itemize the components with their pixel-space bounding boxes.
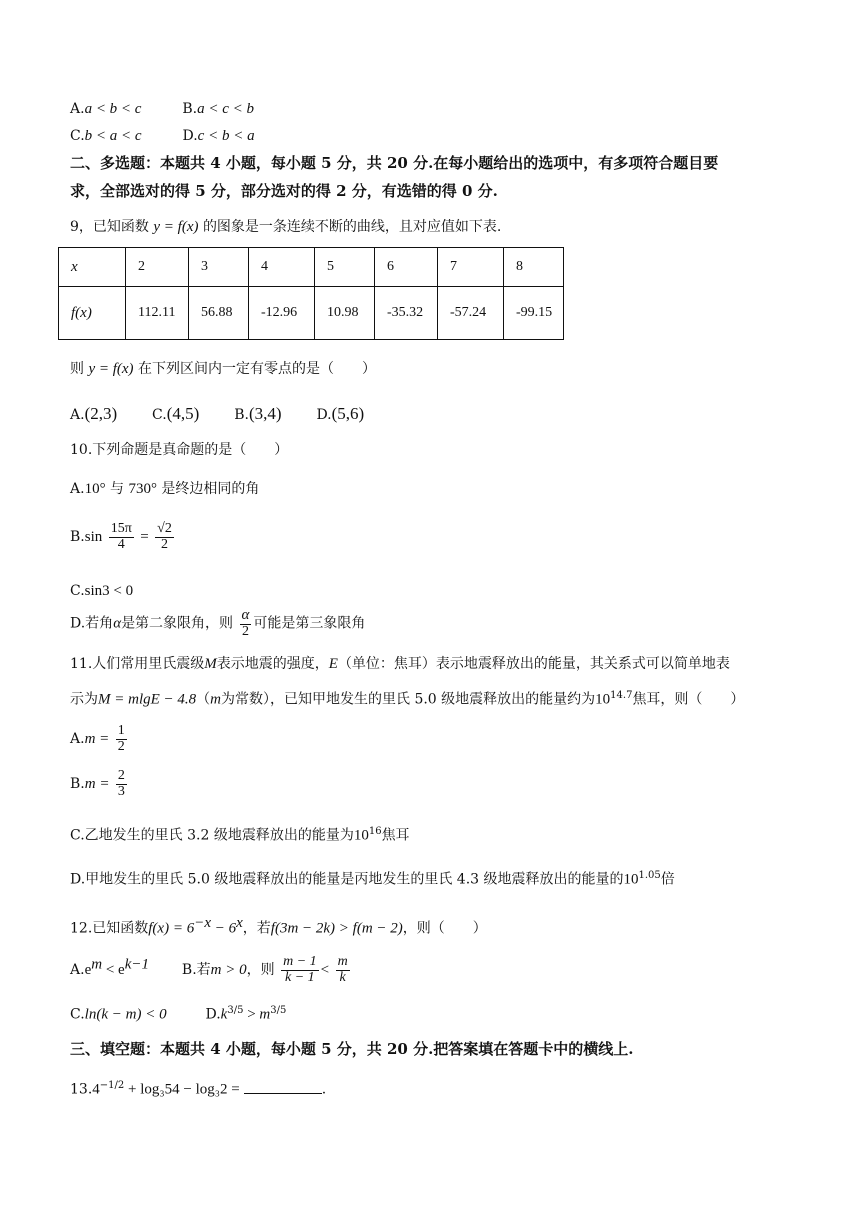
- q12-expr: f(x) = 6: [148, 920, 195, 937]
- q10-b-fraction: [109, 522, 134, 552]
- q8-option-a-expr: a < b < c: [84, 101, 142, 117]
- q12-expr2: − 6: [210, 920, 237, 937]
- q12-options-row1: [70, 955, 352, 985]
- q9-option-expr: (3,4): [248, 404, 282, 423]
- q12-a-e2: e: [118, 962, 125, 979]
- q10-d-pre: D.若角: [70, 615, 114, 632]
- q12-b-fraction1: [281, 955, 319, 985]
- q11-c-text: C.乙地发生的里氏 3.2 级地震释放出的能量为: [70, 827, 354, 844]
- q13-post: .: [321, 1081, 327, 1098]
- q11-line2-post: 焦耳，则（ ）: [632, 691, 745, 708]
- q11-option-a: [70, 724, 129, 754]
- table-cell: 7: [438, 248, 504, 287]
- q10-b-equals: =: [140, 529, 149, 546]
- q11-b-label: B.: [70, 776, 85, 793]
- q11-m: m: [210, 691, 221, 708]
- q11-base: 10: [595, 691, 611, 708]
- table-cell: -35.32: [375, 287, 438, 340]
- frac-denominator: 4: [117, 536, 125, 552]
- q12-options-row2: [70, 1005, 286, 1024]
- table-cell: -12.96: [249, 287, 315, 340]
- q11-b-fraction: [116, 769, 127, 799]
- q9-option-expr: (5,6): [331, 404, 365, 423]
- q11-formula: M = mlgE − 4.8: [98, 691, 197, 708]
- q11-d-text: D.甲地发生的里氏 5.0 级地震释放出的能量是丙地发生的里氏 4.3 级地震释放出的能量的: [70, 871, 624, 888]
- q12-b-lt: <: [320, 962, 330, 979]
- q8-option-d-label: D.: [182, 128, 198, 144]
- q10-a-mid: 与: [110, 481, 125, 497]
- q11-a-label: A.: [70, 731, 85, 748]
- q8-option-d-expr: c < b < a: [197, 128, 255, 144]
- q11-line2-mid: 为常数），已知甲地发生的里氏 5.0 级地震释放出的能量约为: [221, 691, 596, 708]
- q12-post: ，则（ ）: [402, 920, 487, 937]
- table-header-fx: f(x): [59, 287, 126, 340]
- q10-d-post: 可能是第三象限角: [253, 615, 366, 632]
- q9-stem: [70, 218, 501, 236]
- q8-option-a-label: A.: [70, 101, 85, 117]
- q12-d-m: m: [259, 1006, 271, 1023]
- q8-option-c-expr: b < a < c: [84, 128, 142, 144]
- q11-c-exp: 16: [368, 826, 382, 837]
- q8-options-row1: [70, 100, 254, 118]
- frac-denominator: k: [339, 969, 346, 985]
- table-cell: 10.98: [315, 287, 375, 340]
- q11-line2-pre: 示为: [70, 691, 98, 708]
- q12-a-e1exp: m: [91, 956, 103, 973]
- section2-heading-line1: 二、多选题：本题共 4 小题，每小题 5 分，共 20 分.在每小题给出的选项中，有多项符合题目要: [70, 154, 719, 172]
- frac-denominator: k − 1: [285, 969, 315, 985]
- q11-stem-line2: [70, 690, 744, 709]
- q12-mid: ，若: [242, 920, 271, 937]
- q9-option-expr: (2,3): [84, 404, 118, 423]
- q13-answer-blank[interactable]: [244, 1093, 322, 1094]
- q9-ask-post: 在下列区间内一定有零点的是（ ）: [138, 361, 377, 377]
- section3-heading: 三、填空题：本题共 4 小题，每小题 5 分，共 20 分.把答案填在答题卡中的横线上.: [70, 1040, 634, 1058]
- q9-ask-pre: 则: [70, 361, 84, 377]
- q8-option-c-label: C.: [70, 128, 85, 144]
- q11-E: E: [328, 656, 338, 672]
- q10-option-a: [70, 480, 259, 498]
- q12-d-kexp: 3/5: [227, 1005, 244, 1016]
- q12-exp2: x: [236, 915, 243, 931]
- table-cell: 56.88: [189, 287, 249, 340]
- frac-denominator: 2: [117, 738, 125, 754]
- q10-option-b: [70, 522, 176, 552]
- table-cell: 112.11: [126, 287, 189, 340]
- q11-post: （单位：焦耳）表示地震释放出的能量，其关系式可以简单地表: [337, 656, 730, 672]
- q10-d-alpha: α: [113, 615, 122, 632]
- q11-d-post: 倍: [660, 871, 675, 888]
- q12-a-lt: <: [102, 962, 119, 979]
- q11-d-exp: 1.05: [638, 870, 661, 881]
- q10-a-angle2: 730°: [128, 481, 157, 497]
- table-header-x: x: [59, 248, 126, 287]
- q13-exp: −1/2: [99, 1080, 125, 1091]
- frac-numerator: 1: [117, 723, 125, 738]
- q10-b-label: B.: [70, 529, 85, 546]
- frac-numerator: α: [241, 607, 250, 623]
- q13-rest: + log₃54 − log₃2 =: [124, 1081, 240, 1098]
- frac-numerator: 2: [117, 768, 125, 783]
- q10-d-fraction: [240, 608, 252, 639]
- q10-c-expr: sin3 < 0: [84, 583, 134, 599]
- frac-denominator: 3: [117, 783, 125, 799]
- section2-heading-line2: 求，全部选对的得 5 分，部分选对的得 2 分，有选错的得 0 分.: [70, 182, 498, 200]
- q12-b-cond: m > 0: [210, 962, 247, 979]
- q11-c-post: 焦耳: [381, 827, 410, 844]
- q12-b-mid: ，则: [246, 962, 275, 979]
- q12-exp1: −x: [194, 915, 211, 931]
- q10-d-mid: 是第二象限角，则: [121, 615, 234, 632]
- q11-a-lhs: m =: [84, 731, 110, 748]
- table-cell: 3: [189, 248, 249, 287]
- frac-numerator: m: [337, 954, 348, 969]
- q11-mid: 表示地震的强度，: [216, 656, 329, 672]
- q10-a-post: 是终边相同的角: [161, 481, 260, 497]
- table-cell: -99.15: [504, 287, 564, 340]
- q12-c-label: C.: [70, 1006, 85, 1023]
- q12-b-fraction2: [336, 955, 350, 985]
- frac-numerator: m − 1: [283, 954, 317, 969]
- q11-b-lhs: m =: [84, 776, 110, 793]
- q9-stem-expr: y = f(x): [153, 219, 199, 235]
- table-cell: 8: [504, 248, 564, 287]
- q11-option-b: [70, 769, 129, 799]
- q12-c-expr: ln(k − m) < 0: [84, 1006, 167, 1023]
- q9-question: [70, 360, 376, 378]
- q12-d-k: k: [220, 1006, 228, 1023]
- q9-option-label: B.: [234, 407, 249, 423]
- q11-option-c: [70, 826, 410, 845]
- q9-option-expr: (4,5): [166, 404, 200, 423]
- q10-option-d: [70, 608, 365, 639]
- frac-denominator: 2: [161, 536, 169, 552]
- q12-pre: 12.已知函数: [70, 920, 149, 937]
- q9-stem-post: 的图象是一条连续不断的曲线，且对应值如下表.: [202, 219, 502, 235]
- q11-pre: 11.人们常用里氏震级: [70, 656, 205, 672]
- q9-value-table: [58, 247, 564, 340]
- table-row-fx: [59, 287, 564, 340]
- q13-stem: [70, 1080, 326, 1099]
- q11-c-base: 10: [353, 827, 369, 844]
- q9-option-label: D.: [316, 407, 332, 423]
- q10-stem: 10.下列命题是真命题的是（ ）: [70, 442, 289, 458]
- table-cell: 2: [126, 248, 189, 287]
- q12-ineq: f(3m − 2k) > f(m − 2): [270, 920, 403, 937]
- q9-option-label: A.: [70, 407, 85, 423]
- q9-ask-expr: y = f(x): [88, 361, 134, 377]
- q12-d-mexp: 3/5: [270, 1005, 287, 1016]
- table-cell: 6: [375, 248, 438, 287]
- q8-options-row2: [70, 127, 255, 145]
- q9-stem-pre: 9，已知函数: [70, 219, 149, 235]
- frac-numerator: √2: [157, 521, 172, 536]
- q12-a-e1: e: [84, 962, 92, 979]
- q11-option-d: [70, 870, 675, 889]
- q11-stem-line1: [70, 655, 730, 673]
- table-cell: 4: [249, 248, 315, 287]
- table-cell: 5: [315, 248, 375, 287]
- q12-d-gt: >: [243, 1006, 260, 1023]
- q13-base: 4: [92, 1081, 100, 1098]
- frac-denominator: 2: [241, 623, 249, 639]
- q8-option-b-label: B.: [182, 101, 198, 117]
- q10-c-label: C.: [70, 583, 85, 599]
- table-row-x: [59, 248, 564, 287]
- table-cell: -57.24: [438, 287, 504, 340]
- q11-M: M: [204, 656, 217, 672]
- q11-exp: 14.7: [610, 690, 633, 701]
- q13-pre: 13.: [70, 1081, 93, 1098]
- q8-option-b-expr: a < c < b: [197, 101, 255, 117]
- frac-numerator: 15π: [110, 521, 132, 536]
- q11-d-base: 10: [623, 871, 639, 888]
- q12-d-label: D.: [205, 1006, 221, 1023]
- q10-option-c: [70, 582, 133, 600]
- q10-b-rhs-fraction: [155, 522, 174, 552]
- q11-a-fraction: [116, 724, 127, 754]
- q10-a-label: A.: [70, 481, 85, 497]
- q12-stem: [70, 914, 487, 938]
- q10-a-angle1: 10°: [84, 481, 106, 497]
- q9-options: [70, 404, 364, 424]
- q12-a-e2exp: k−1: [124, 956, 149, 973]
- q10-b-sin: sin: [84, 529, 103, 546]
- q12-b-pre: B.若: [181, 962, 211, 979]
- q9-option-label: C.: [152, 407, 167, 423]
- q12-a-label: A.: [70, 962, 85, 979]
- q11-paren: （: [196, 691, 211, 708]
